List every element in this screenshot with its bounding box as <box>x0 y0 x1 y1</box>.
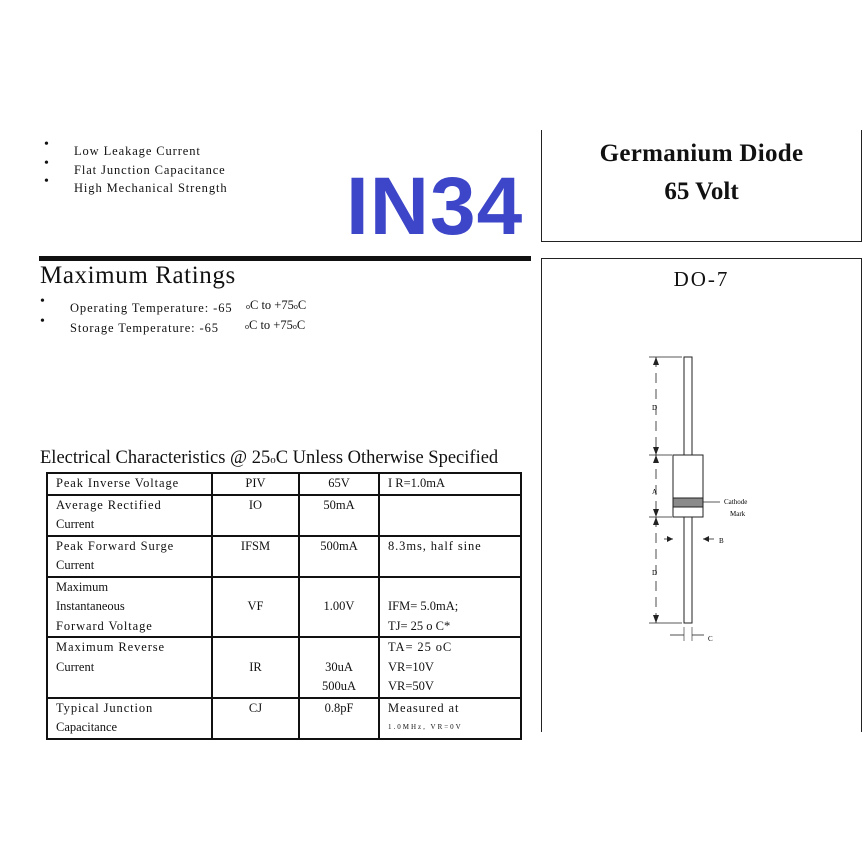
table-row: Average Rectified Current IO 50mA <box>47 495 521 536</box>
table-row: Maximum Reverse Current IR 30uA 500uA TA= 25 oC VR=10V VR=50V <box>47 637 521 698</box>
top-lead <box>684 357 692 455</box>
cathode-band <box>673 498 703 507</box>
dim-d-bottom-label: D <box>652 569 658 577</box>
electrical-table <box>46 472 522 740</box>
package-box <box>541 258 862 732</box>
dim-c-label: C <box>708 635 713 643</box>
bullet-icon: • <box>44 174 50 189</box>
bottom-lead <box>684 515 692 623</box>
bullet-icon: • <box>40 314 46 329</box>
part-number: IN34 <box>346 161 524 252</box>
table-row: Peak Inverse Voltage PIV 65V I R=1.0mA <box>47 473 521 495</box>
product-voltage: 65 Volt <box>664 178 739 205</box>
mark-label: Mark <box>730 510 746 518</box>
dim-b-label: B <box>719 537 724 545</box>
package-name: DO-7 <box>673 267 730 291</box>
max-ratings-heading: Maximum Ratings <box>40 262 236 289</box>
table-row: Typical Junction Capacitance CJ 0.8pF Measured at 1.0MHz, VR=0V <box>47 698 521 739</box>
electrical-heading: Electrical Characteristics @ 25oC Unless Otherwise Specified <box>40 448 499 468</box>
table-row: Peak Forward Surge Current IFSM 500mA 8.3ms, half sine <box>47 536 521 577</box>
diode-body <box>673 455 703 517</box>
title-box <box>541 130 862 242</box>
cathode-label: Cathode <box>724 498 748 506</box>
bullet-icon: • <box>40 294 46 309</box>
product-title: Germanium Diode <box>599 140 804 167</box>
section-divider <box>39 256 531 261</box>
dim-a-label: A <box>652 488 658 496</box>
dim-d-top-label: D <box>652 404 658 412</box>
bullet-icon: • <box>44 137 50 152</box>
bullet-icon: • <box>44 155 50 171</box>
package-drawing <box>542 259 862 733</box>
table-row: Maximum Instantaneous Forward Voltage VF 1.00V IFM= 5.0mA; TJ= 25 o C* <box>47 577 521 638</box>
